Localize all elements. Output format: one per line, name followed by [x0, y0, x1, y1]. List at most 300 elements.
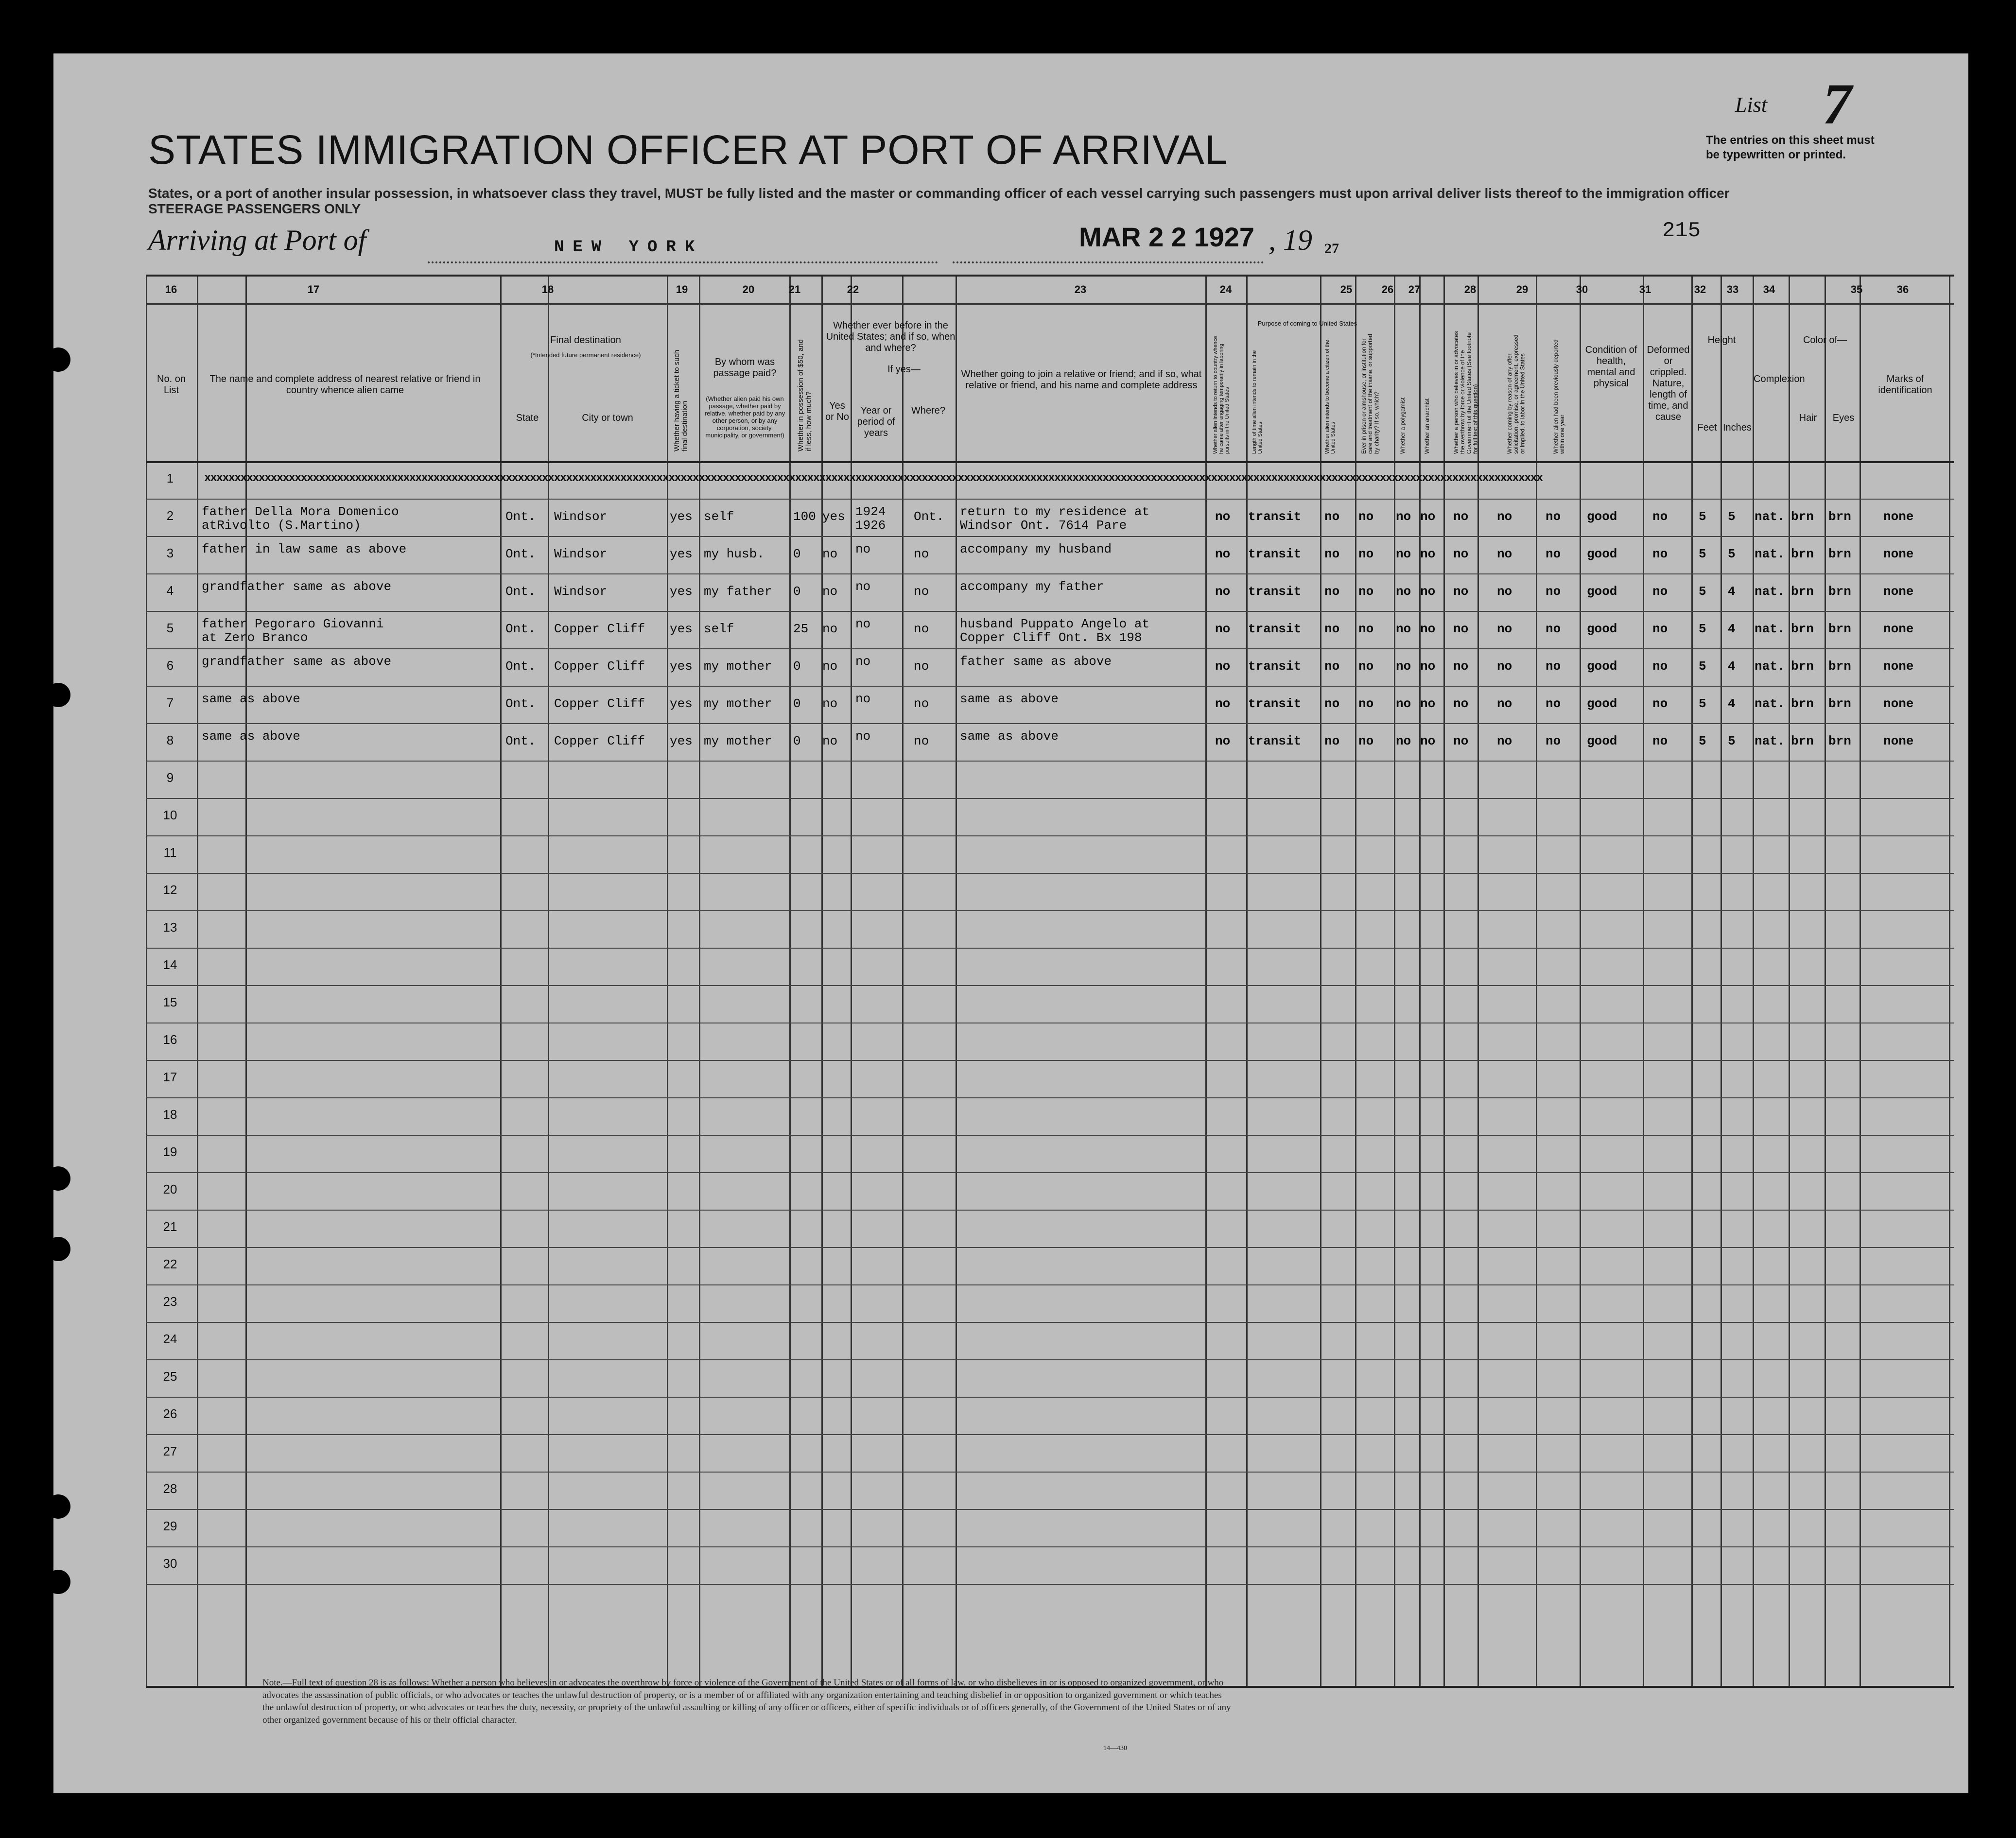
punch-hole-icon [46, 1237, 70, 1261]
row-divider [146, 1135, 1954, 1136]
header-polygamist: Whether a polygamist [1399, 397, 1406, 454]
column-divider [1789, 277, 1790, 1686]
purpose-citizen-cell: no [1324, 734, 1340, 748]
list-label: List [1735, 93, 1768, 117]
height-feet-cell: 5 [1699, 584, 1706, 599]
header-deported: Whether alien had been previously deported within one year [1552, 339, 1566, 454]
purpose-length-cell: transit [1248, 547, 1302, 561]
manifest-table [146, 275, 1954, 1688]
column-divider [956, 277, 957, 1686]
date-fill-line [953, 261, 1264, 263]
ticket-cell: yes [670, 696, 693, 711]
sheet-number: 215 [1662, 219, 1701, 243]
row-number: 21 [163, 1219, 177, 1234]
purpose-return-cell: no [1215, 696, 1231, 711]
height-feet-cell: 5 [1699, 509, 1706, 524]
row-divider [146, 611, 1954, 612]
purpose-length-cell: transit [1248, 696, 1302, 711]
prison-cell: no [1358, 659, 1374, 674]
row-divider [146, 1210, 1954, 1211]
column-divider [1443, 277, 1445, 1686]
row-divider [146, 1584, 1954, 1585]
height-feet-cell: 5 [1699, 622, 1706, 636]
column-divider [789, 277, 791, 1686]
header-feet: Feet [1697, 422, 1717, 433]
row-number: 24 [163, 1332, 177, 1346]
purpose-return-cell: no [1215, 547, 1231, 561]
row-number: 19 [163, 1144, 177, 1159]
column-number: 22 [847, 283, 859, 295]
ticket-cell: yes [670, 547, 693, 561]
row-divider [146, 461, 1954, 463]
header-eyes: Eyes [1832, 413, 1855, 423]
anarchist-cell: no [1420, 509, 1436, 524]
deformed-cell: no [1652, 696, 1668, 711]
row-number: 28 [163, 1481, 177, 1496]
purpose-citizen-cell: no [1324, 509, 1340, 524]
column-number: 32 [1694, 283, 1706, 295]
marks-cell: none [1883, 547, 1914, 561]
polygamist-cell: no [1396, 547, 1411, 561]
row-divider [146, 1509, 1954, 1510]
join-relative-cell: same as above [960, 692, 1059, 706]
city-cell: Windsor [554, 509, 608, 524]
join-relative-cell: father same as above [960, 654, 1112, 669]
row-number: 1 [166, 471, 174, 486]
offer-cell: no [1497, 659, 1512, 674]
hair-cell: brn [1791, 547, 1814, 561]
row-divider [146, 1359, 1954, 1360]
row-divider [146, 686, 1954, 687]
passage-paid-cell: my father [704, 584, 772, 599]
complexion-cell: nat. [1755, 509, 1785, 524]
state-cell: Ont. [505, 734, 536, 748]
height-inches-cell: 4 [1728, 696, 1736, 711]
relative-cell: same as above [202, 729, 300, 744]
row-number: 2 [166, 508, 174, 523]
row-number: 18 [163, 1107, 177, 1122]
years-cell: no [855, 692, 871, 706]
marks-cell: none [1883, 659, 1914, 674]
hair-cell: brn [1791, 734, 1814, 748]
purpose-citizen-cell: no [1324, 547, 1340, 561]
row-number: 6 [166, 658, 174, 673]
row-divider [146, 873, 1954, 874]
row-divider [146, 798, 1954, 799]
row-divider [146, 1322, 1954, 1323]
relative-cell: grandfather same as above [202, 654, 392, 669]
money-cell: 0 [793, 547, 801, 561]
marks-cell: none [1883, 696, 1914, 711]
purpose-return-cell: no [1215, 622, 1231, 636]
row-number: 14 [163, 957, 177, 972]
header-passage-paid: By whom was passage paid? [713, 357, 777, 379]
column-divider [699, 277, 700, 1686]
column-divider [1753, 277, 1754, 1686]
offer-cell: no [1497, 547, 1512, 561]
header-if-yes: If yes— [887, 364, 921, 375]
height-feet-cell: 5 [1699, 659, 1706, 674]
column-number-divider [146, 303, 1954, 305]
header-final-destination: Final destination [550, 335, 621, 346]
join-relative-cell: accompany my father [960, 579, 1104, 594]
column-number: 18 [541, 283, 554, 295]
deformed-cell: no [1652, 547, 1668, 561]
purpose-length-cell: transit [1248, 734, 1302, 748]
row-divider [146, 910, 1954, 911]
deformed-cell: no [1652, 659, 1668, 674]
relative-cell: grandfather same as above [202, 579, 392, 594]
city-cell: Copper Cliff [554, 622, 645, 636]
anarchist-cell: no [1420, 734, 1436, 748]
city-cell: Copper Cliff [554, 734, 645, 748]
ever-before-cell: yes [822, 509, 845, 524]
deported-cell: no [1546, 547, 1561, 561]
column-number: 30 [1576, 283, 1588, 295]
header-hair: Hair [1799, 413, 1817, 423]
column-divider [1825, 277, 1826, 1686]
eyes-cell: brn [1828, 734, 1851, 748]
join-relative-cell: husband Puppato Angelo at [960, 617, 1150, 631]
row-number: 13 [163, 920, 177, 935]
column-number: 27 [1408, 283, 1421, 295]
typewritten-note-line2: be typewritten or printed. [1706, 148, 1846, 161]
header-state: State [516, 413, 539, 423]
row-number: 26 [163, 1406, 177, 1421]
column-divider [548, 277, 549, 1686]
typewritten-note-line1: The entries on this sheet must [1706, 134, 1875, 147]
column-number: 28 [1464, 283, 1477, 295]
city-cell: Copper Cliff [554, 696, 645, 711]
hair-cell: brn [1791, 622, 1814, 636]
polygamist-cell: no [1396, 509, 1411, 524]
punch-hole-icon [46, 1570, 70, 1594]
row-divider [146, 1060, 1954, 1061]
years-cell: no [855, 542, 871, 556]
struck-out-row: xxxxxxxxxxxxxxxxxxxxxxxxxxxxxxxxxxxxxxxxxxxxxxxxxxxxxxxxxxxxxxxxxxxxxxxxxxxxxxxxxxxxxxxxxxxxxxxxxxxxxxxxxxxxxxxxxxxxxxxxxxxxxxxxxxxxxxxxxxxxxxxxxxxxxxxxxxxxxxxxxxxxxxxxxxxxxxxxxxxxxxxxxxxxxxxxxxxxxxxxxxxxxxxxxxxxxxxxxxxxxx [204, 472, 1543, 485]
row-divider [146, 948, 1954, 949]
anarchist-cell: no [1420, 584, 1436, 599]
row-divider [146, 761, 1954, 762]
row-number: 9 [166, 770, 174, 785]
purpose-length-cell: transit [1248, 622, 1302, 636]
city-cell: Windsor [554, 547, 608, 561]
column-number: 20 [742, 283, 755, 295]
polygamist-cell: no [1396, 696, 1411, 711]
column-divider [1320, 277, 1321, 1686]
offer-cell: no [1497, 584, 1512, 599]
prison-cell: no [1358, 622, 1374, 636]
column-divider [1394, 277, 1395, 1686]
column-divider [1536, 277, 1537, 1686]
join-relative-cell: accompany my husband [960, 542, 1112, 556]
polygamist-cell: no [1396, 734, 1411, 748]
purpose-return-cell: no [1215, 584, 1231, 599]
header-possession-50: Whether in possession of $50, and if less, how much? [797, 339, 813, 451]
header-anarchist: Whether an anarchist [1424, 398, 1430, 454]
page-title: STATES IMMIGRATION OFFICER AT PORT OF ARRIVAL [148, 127, 1228, 173]
height-inches-cell: 4 [1728, 659, 1736, 674]
header-join-relative: Whether going to join a relative or friend; and if so, what relative or friend, and his name and complete address [961, 369, 1202, 391]
column-number: 35 [1850, 283, 1863, 295]
ticket-cell: yes [670, 734, 693, 748]
row-divider [146, 536, 1954, 537]
row-divider [146, 1397, 1954, 1398]
health-cell: good [1587, 622, 1617, 636]
header-offer: Whether coming by reason of any offer, solicitation, promise, or agreement, expressed or implied, to labor in the United States [1506, 334, 1526, 454]
column-number: 34 [1763, 283, 1775, 295]
join-relative-address-cell: Copper Cliff Ont. Bx 198 [960, 630, 1142, 645]
years-cell: no [855, 729, 871, 744]
eyes-cell: brn [1828, 659, 1851, 674]
eyes-cell: brn [1828, 622, 1851, 636]
header-no-on-list: No. on List [157, 374, 186, 396]
health-cell: good [1587, 584, 1617, 599]
height-feet-cell: 5 [1699, 734, 1706, 748]
column-divider [1860, 277, 1861, 1686]
passage-paid-cell: my mother [704, 696, 772, 711]
where-cell: no [914, 734, 929, 748]
header-condition: Condition of health, mental and physical [1585, 345, 1637, 389]
height-inches-cell: 5 [1728, 509, 1736, 524]
column-divider [146, 277, 147, 1686]
column-number: 29 [1516, 283, 1529, 295]
overthrow-cell: no [1453, 696, 1469, 711]
height-feet-cell: 5 [1699, 696, 1706, 711]
ever-before-cell: no [822, 696, 838, 711]
column-number: 21 [788, 283, 801, 295]
offer-cell: no [1497, 696, 1512, 711]
date-stamp: MAR 2 2 1927 [1079, 222, 1255, 252]
where-cell: no [914, 659, 929, 674]
city-cell: Copper Cliff [554, 659, 645, 674]
row-divider [146, 1172, 1954, 1173]
anarchist-cell: no [1420, 622, 1436, 636]
years-cell: no [855, 579, 871, 594]
deformed-cell: no [1652, 622, 1668, 636]
row-number: 30 [163, 1556, 177, 1571]
money-cell: 25 [793, 622, 809, 636]
row-divider [146, 835, 1954, 836]
header-height: Height [1707, 335, 1736, 346]
anarchist-cell: no [1420, 659, 1436, 674]
overthrow-cell: no [1453, 547, 1469, 561]
anarchist-cell: no [1420, 547, 1436, 561]
row-divider [146, 1097, 1954, 1098]
anarchist-cell: no [1420, 696, 1436, 711]
column-divider [1721, 277, 1722, 1686]
ever-before-cell: no [822, 734, 838, 748]
row-number: 5 [166, 621, 174, 635]
column-number: 24 [1219, 283, 1232, 295]
column-divider [1205, 277, 1207, 1686]
where-cell: Ont. [914, 509, 944, 524]
state-cell: Ont. [505, 547, 536, 561]
row-number: 23 [163, 1294, 177, 1309]
punch-hole-icon [46, 347, 70, 372]
purpose-return-cell: no [1215, 659, 1231, 674]
row-number: 22 [163, 1257, 177, 1271]
column-divider [821, 277, 823, 1686]
column-divider [1477, 277, 1479, 1686]
punch-hole-icon [46, 1166, 70, 1191]
money-cell: 100 [793, 509, 816, 524]
row-number: 3 [166, 546, 174, 560]
year-prefix: , 19 [1269, 224, 1312, 256]
row-number: 17 [163, 1070, 177, 1084]
state-cell: Ont. [505, 659, 536, 674]
health-cell: good [1587, 734, 1617, 748]
years2-cell: 1926 [855, 518, 886, 533]
years-cell: no [855, 617, 871, 631]
row-divider [146, 1284, 1954, 1285]
header-complexion: Complexion [1754, 374, 1805, 384]
complexion-cell: nat. [1755, 659, 1785, 674]
header-ticket: Whether having a ticket to such final destination [673, 349, 689, 451]
relative-cell: father Pegoraro Giovanni [202, 617, 384, 631]
height-inches-cell: 4 [1728, 584, 1736, 599]
eyes-cell: brn [1828, 696, 1851, 711]
money-cell: 0 [793, 696, 801, 711]
deported-cell: no [1546, 659, 1561, 674]
passage-paid-cell: my husb. [704, 547, 765, 561]
join-relative-address-cell: Windsor Ont. 7614 Pare [960, 518, 1127, 533]
money-cell: 0 [793, 734, 801, 748]
eyes-cell: brn [1828, 547, 1851, 561]
column-divider [197, 277, 198, 1686]
prison-cell: no [1358, 696, 1374, 711]
health-cell: good [1587, 509, 1617, 524]
column-number: 26 [1381, 283, 1394, 295]
where-cell: no [914, 584, 929, 599]
money-cell: 0 [793, 584, 801, 599]
footnote: Note.—Full text of question 28 is as follows: Whether a person who believes in or advocates the overthrow by force or violence of the Government of the United States or of all forms of law, or who disbelieves in or is opposed to organized government, or who advocates the assassination of public officials, or who advocates or teaches the unlawful destruction of property, or is a member of or affiliated with any organization entertaining and teaching disbelief in or opposition to organized government or which teaches the unlawful destruction of property, or who advocates or teaches the duty, necessity, or propriety of the unlawful assaulting or killing of any officer or officers, either of specific individuals or of officers generally, of the Government of the United States or of any other organized government because of his or their official character. [262, 1678, 1231, 1725]
header-purpose-return: Whether alien intends to return to country whence he came after engaging temporarily in laboring pursuits in the United States [1213, 336, 1231, 454]
header-yes-no: Yes or No [825, 400, 849, 422]
column-number: 17 [307, 283, 320, 295]
manifest-page [53, 53, 1968, 1793]
relative-cell: father Della Mora Domenico [202, 504, 399, 519]
column-divider [1355, 277, 1356, 1686]
relative-cell: father in law same as above [202, 542, 407, 556]
header-city: City or town [582, 413, 633, 423]
hair-cell: brn [1791, 584, 1814, 599]
row-number: 16 [163, 1032, 177, 1047]
port-label: Arriving at Port of [148, 224, 366, 256]
header-marks: Marks of identification [1878, 374, 1932, 396]
row-number: 10 [163, 808, 177, 822]
marks-cell: none [1883, 622, 1914, 636]
ticket-cell: yes [670, 584, 693, 599]
punch-hole-icon [46, 683, 70, 707]
join-relative-cell: same as above [960, 729, 1059, 744]
purpose-length-cell: transit [1248, 509, 1302, 524]
column-divider [902, 277, 904, 1686]
overthrow-cell: no [1453, 622, 1469, 636]
where-cell: no [914, 696, 929, 711]
deformed-cell: no [1652, 509, 1668, 524]
hair-cell: brn [1791, 509, 1814, 524]
height-inches-cell: 5 [1728, 734, 1736, 748]
overthrow-cell: no [1453, 734, 1469, 748]
ticket-cell: yes [670, 622, 693, 636]
prison-cell: no [1358, 734, 1374, 748]
relative-address-cell: atRivolto (S.Martino) [202, 518, 361, 533]
column-divider [1949, 277, 1950, 1686]
years-cell: no [855, 654, 871, 669]
year-suffix: 27 [1324, 241, 1339, 257]
row-number: 15 [163, 995, 177, 1009]
state-cell: Ont. [505, 696, 536, 711]
header-inches: Inches [1723, 422, 1752, 433]
marks-cell: none [1883, 584, 1914, 599]
relative-cell: same as above [202, 692, 300, 706]
health-cell: good [1587, 659, 1617, 674]
ever-before-cell: no [822, 547, 838, 561]
hair-cell: brn [1791, 696, 1814, 711]
column-divider [851, 277, 852, 1686]
row-divider [146, 499, 1954, 500]
ever-before-cell: no [822, 622, 838, 636]
header-final-destination-note: (*Intended future permanent residence) [530, 351, 641, 359]
passage-paid-cell: my mother [704, 734, 772, 748]
overthrow-cell: no [1453, 509, 1469, 524]
row-number: 20 [163, 1182, 177, 1196]
port-fill-line [428, 261, 938, 263]
header-color-of: Color of— [1803, 335, 1847, 346]
row-divider [146, 648, 1954, 649]
column-number: 36 [1896, 283, 1909, 295]
row-number: 4 [166, 583, 174, 598]
hair-cell: brn [1791, 659, 1814, 674]
deported-cell: no [1546, 734, 1561, 748]
passage-paid-cell: self [704, 622, 734, 636]
relative-address-cell: at Zero Branco [202, 630, 308, 645]
purpose-return-cell: no [1215, 509, 1231, 524]
row-divider [146, 1546, 1954, 1547]
offer-cell: no [1497, 622, 1512, 636]
column-number: 33 [1726, 283, 1739, 295]
complexion-cell: nat. [1755, 622, 1785, 636]
row-number: 11 [163, 845, 177, 860]
form-code: 14—430 [1103, 1745, 1127, 1752]
money-cell: 0 [793, 659, 801, 674]
page-subtitle: States, or a port of another insular possession, in whatsoever class they travel, MUST be fully listed and the master or commanding officer of each vessel carrying such passengers must upon arrival deliver lists thereof to the immigration officer [148, 186, 1730, 201]
column-number: 23 [1074, 283, 1087, 295]
header-purpose: Purpose of coming to United States [1257, 320, 1357, 327]
purpose-return-cell: no [1215, 734, 1231, 748]
header-deformed: Deformed or crippled. Nature, length of time, and cause [1647, 345, 1690, 422]
state-cell: Ont. [505, 509, 536, 524]
column-number: 16 [165, 283, 177, 295]
column-divider [1246, 277, 1248, 1686]
offer-cell: no [1497, 734, 1512, 748]
passage-paid-cell: my mother [704, 659, 772, 674]
complexion-cell: nat. [1755, 547, 1785, 561]
purpose-citizen-cell: no [1324, 696, 1340, 711]
column-divider [1580, 277, 1581, 1686]
purpose-length-cell: transit [1248, 659, 1302, 674]
header-nearest-relative: The name and complete address of nearest relative or friend in country whence alien came [209, 374, 481, 396]
deported-cell: no [1546, 622, 1561, 636]
column-divider [667, 277, 668, 1686]
row-divider [146, 573, 1954, 574]
header-passage-paid-note: (Whether alien paid his own passage, whether paid by relative, whether paid by any other person, or by any corporation, society, municipality, or government) [704, 395, 785, 439]
eyes-cell: brn [1828, 509, 1851, 524]
row-divider [146, 1434, 1954, 1435]
header-overthrow: Whether a person who believes in or advocates the overthrow by force or violence of the Government of the United States (See footnote for full text of this question) [1453, 331, 1479, 454]
deported-cell: no [1546, 584, 1561, 599]
